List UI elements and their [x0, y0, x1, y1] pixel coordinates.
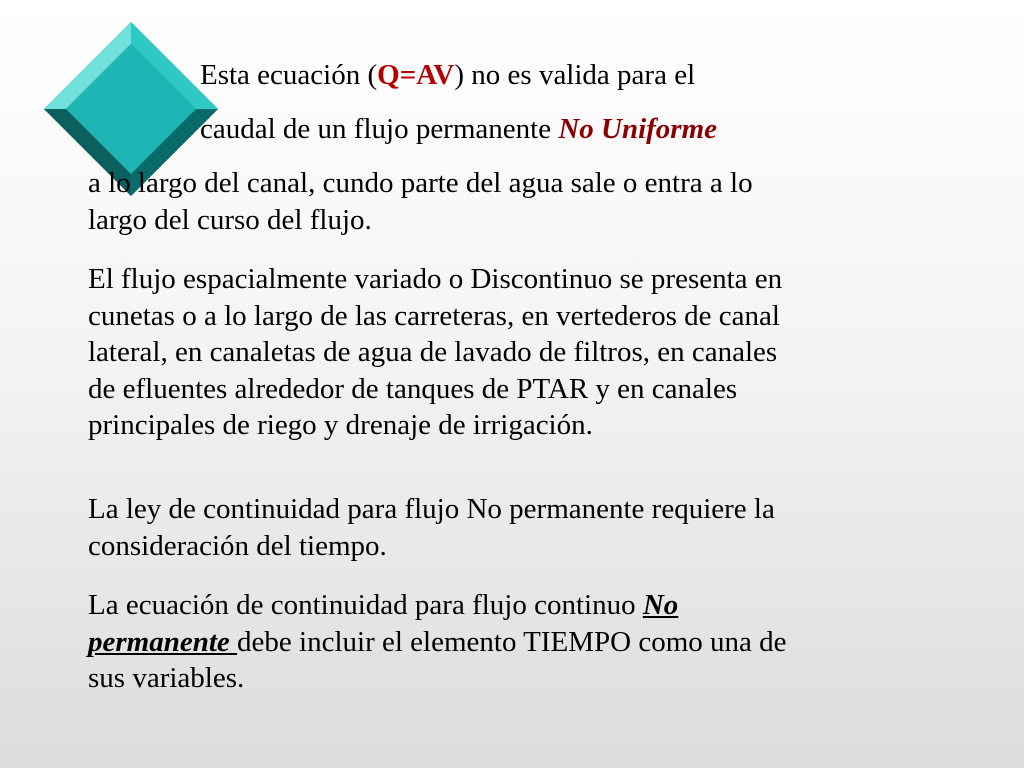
formula-text: Q=AV [377, 59, 455, 91]
paragraph-2-line: cunetas o a lo largo de las carreteras, en vertederos de canal [88, 299, 780, 332]
paragraph-4-line-2-after: debe incluir el elemento TIEMPO como una de [237, 625, 787, 658]
no-uniforme-emphasis: No Uniforme [558, 113, 718, 145]
paragraph-2-line: El flujo espacialmente variado o Discontinuo se presenta en [88, 263, 783, 295]
no-emphasis: No [642, 589, 679, 621]
paragraph-3 [88, 491, 988, 564]
paragraph-2 [88, 261, 988, 444]
paragraph-1-line: largo del curso del flujo. [88, 203, 372, 236]
intro-line-2-before: caudal de un flujo permanente [200, 113, 559, 145]
paragraph-4 [88, 587, 988, 697]
intro-line-1 [200, 57, 695, 94]
paragraph-2-line: de efluentes alrededor de tanques de PTAR y en canales [88, 372, 738, 405]
intro-line-1-after: ) no es valida para el [454, 59, 696, 91]
paragraph-2-line: lateral, en canaletas de agua de lavado de filtros, en canales [88, 336, 778, 368]
paragraph-4-line-1-before: La ecuación de continuidad para flujo continuo [88, 589, 643, 621]
paragraph-4-line-1 [88, 587, 988, 624]
intro-line-1-before: Esta ecuación ( [200, 59, 378, 91]
intro-line-2 [200, 111, 717, 148]
paragraph-3-line: consideración del tiempo. [88, 529, 387, 562]
permanente-emphasis: permanente [88, 625, 238, 658]
paragraph-2-line: principales de riego y drenaje de irrigación. [88, 409, 593, 441]
paragraph-1 [88, 165, 988, 238]
paragraph-1-line: a lo largo del canal, cundo parte del agua sale o entra a lo [88, 167, 753, 199]
paragraph-4-line-2 [88, 624, 988, 661]
paragraph-3-line: La ley de continuidad para flujo No permanente requiere la [88, 493, 775, 525]
paragraph-4-line-3: sus variables. [88, 662, 245, 694]
